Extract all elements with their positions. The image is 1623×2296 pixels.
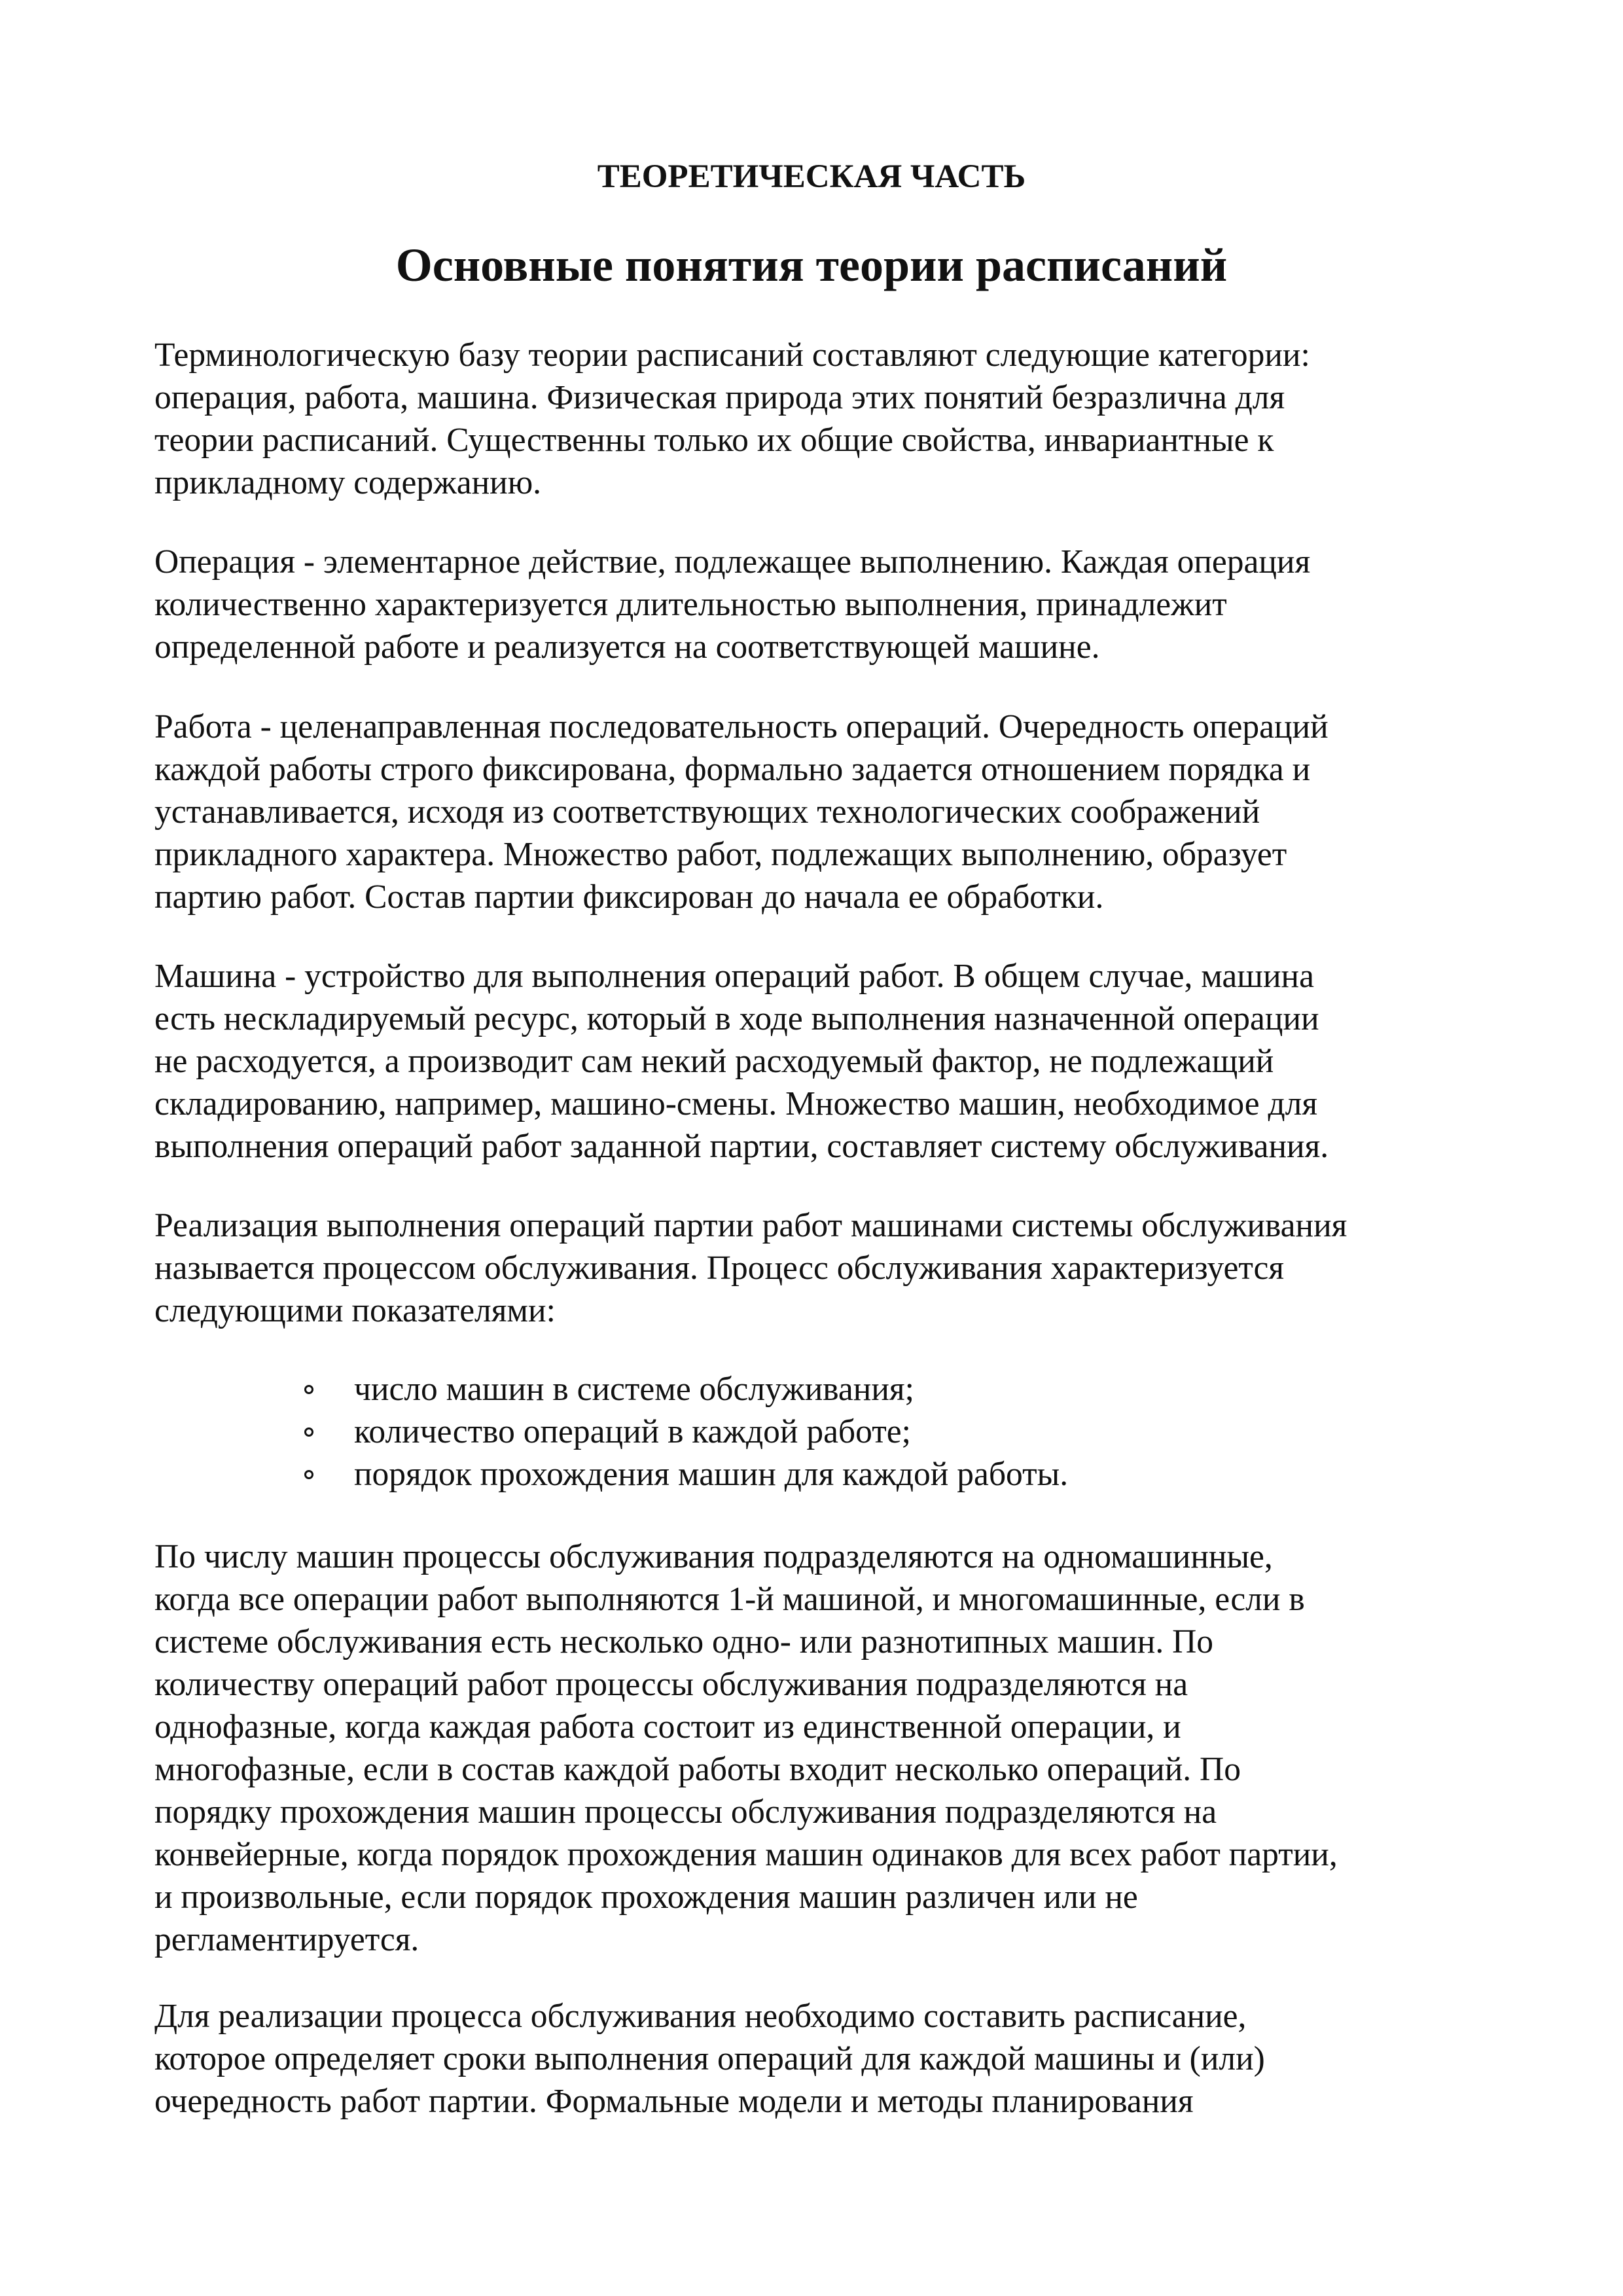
- document-title: Основные понятия теории расписаний: [395, 239, 1228, 291]
- paragraph-line: конвейерные, когда порядок прохождения машин одинаков для всех работ партии,: [154, 1836, 1338, 1873]
- paragraph-line: партию работ. Состав партии фиксирован до начала ее обработки.: [154, 878, 1104, 916]
- list-item: [304, 1410, 1495, 1453]
- paragraph-service-process: [154, 1204, 1496, 1332]
- paragraph-line: По числу машин процессы обслуживания подразделяются на одномашинные,: [154, 1538, 1273, 1575]
- paragraph-line: прикладному содержанию.: [154, 464, 542, 501]
- paragraph-job: [154, 706, 1496, 918]
- paragraph-line: регламентируется.: [154, 1921, 419, 1958]
- hollow-circle-icon: [304, 1470, 313, 1479]
- paragraph-line: количественно характеризуется длительностью выполнения, принадлежит: [154, 586, 1227, 623]
- paragraph-classification: [154, 1535, 1496, 1961]
- paragraph-line: следующими показателями:: [154, 1292, 556, 1329]
- paragraph-line: Терминологическую базу теории расписаний составляют следующие категории:: [154, 336, 1310, 374]
- section-label: ТЕОРЕТИЧЕСКАЯ ЧАСТЬ: [597, 158, 1026, 195]
- paragraph-line: есть нескладируемый ресурс, который в ходе выполнения назначенной операции: [154, 1000, 1319, 1037]
- paragraph-line: очередность работ партии. Формальные модели и методы планирования: [154, 2083, 1194, 2120]
- paragraph-line: не расходуется, а производит сам некий расходуемый фактор, не подлежащий: [154, 1043, 1274, 1080]
- list-item: [304, 1368, 1495, 1410]
- indicators-list: [304, 1368, 1495, 1496]
- paragraph-line: однофазные, когда каждая работа состоит из единственной операции, и: [154, 1708, 1181, 1746]
- paragraph-line: устанавливается, исходя из соответствующих технологических соображений: [154, 793, 1260, 831]
- paragraph-line: операция, работа, машина. Физическая природа этих понятий безразлична для: [154, 379, 1285, 416]
- paragraph-line: системе обслуживания есть несколько одно- или разнотипных машин. По: [154, 1623, 1214, 1660]
- paragraph-line: каждой работы строго фиксирована, формально задается отношением порядка и: [154, 751, 1311, 788]
- paragraph-line: многофазные, если в состав каждой работы входит несколько операций. По: [154, 1751, 1241, 1788]
- paragraph-schedule: [154, 1995, 1496, 2123]
- paragraph-line: Работа - целенаправленная последовательность операций. Очередность операций: [154, 708, 1329, 745]
- paragraph-line: когда все операции работ выполняются 1-й машиной, и многомашинные, если в: [154, 1581, 1305, 1618]
- paragraph-line: Машина - устройство для выполнения операций работ. В общем случае, машина: [154, 958, 1314, 995]
- paragraph-line: порядку прохождения машин процессы обслуживания подразделяются на: [154, 1793, 1217, 1831]
- paragraph-line: Реализация выполнения операций партии работ машинами системы обслуживания: [154, 1207, 1347, 1244]
- paragraph-line: Для реализации процесса обслуживания необходимо составить расписание,: [154, 1998, 1247, 2035]
- paragraph-line: называется процессом обслуживания. Процесс обслуживания характеризуется: [154, 1249, 1285, 1287]
- paragraph-line: и произвольные, если порядок прохождения машин различен или не: [154, 1878, 1138, 1916]
- paragraph-line: которое определяет сроки выполнения операций для каждой машины и (или): [154, 2040, 1265, 2077]
- list-item-text: число машин в системе обслуживания;: [354, 1371, 914, 1408]
- paragraph-line: Операция - элементарное действие, подлежащее выполнению. Каждая операция: [154, 543, 1311, 581]
- hollow-circle-icon: [304, 1427, 313, 1437]
- paragraph-line: выполнения операций работ заданной партии, составляет систему обслуживания.: [154, 1128, 1329, 1165]
- list-item-text: количество операций в каждой работе;: [354, 1413, 911, 1450]
- paragraph-line: складированию, например, машино-смены. Множество машин, необходимое для: [154, 1085, 1318, 1122]
- list-item: [304, 1453, 1495, 1496]
- paragraph-machine: [154, 955, 1496, 1168]
- paragraph-line: теории расписаний. Существенны только их общие свойства, инвариантные к: [154, 422, 1274, 459]
- paragraph-line: определенной работе и реализуется на соответствующей машине.: [154, 628, 1100, 666]
- paragraph-operation: [154, 541, 1496, 668]
- paragraph-intro: [154, 334, 1496, 504]
- list-item-text: порядок прохождения машин для каждой работы.: [354, 1456, 1069, 1493]
- paragraph-line: количеству операций работ процессы обслуживания подразделяются на: [154, 1666, 1188, 1703]
- hollow-circle-icon: [304, 1385, 313, 1394]
- paragraph-line: прикладного характера. Множество работ, подлежащих выполнению, образует: [154, 836, 1287, 873]
